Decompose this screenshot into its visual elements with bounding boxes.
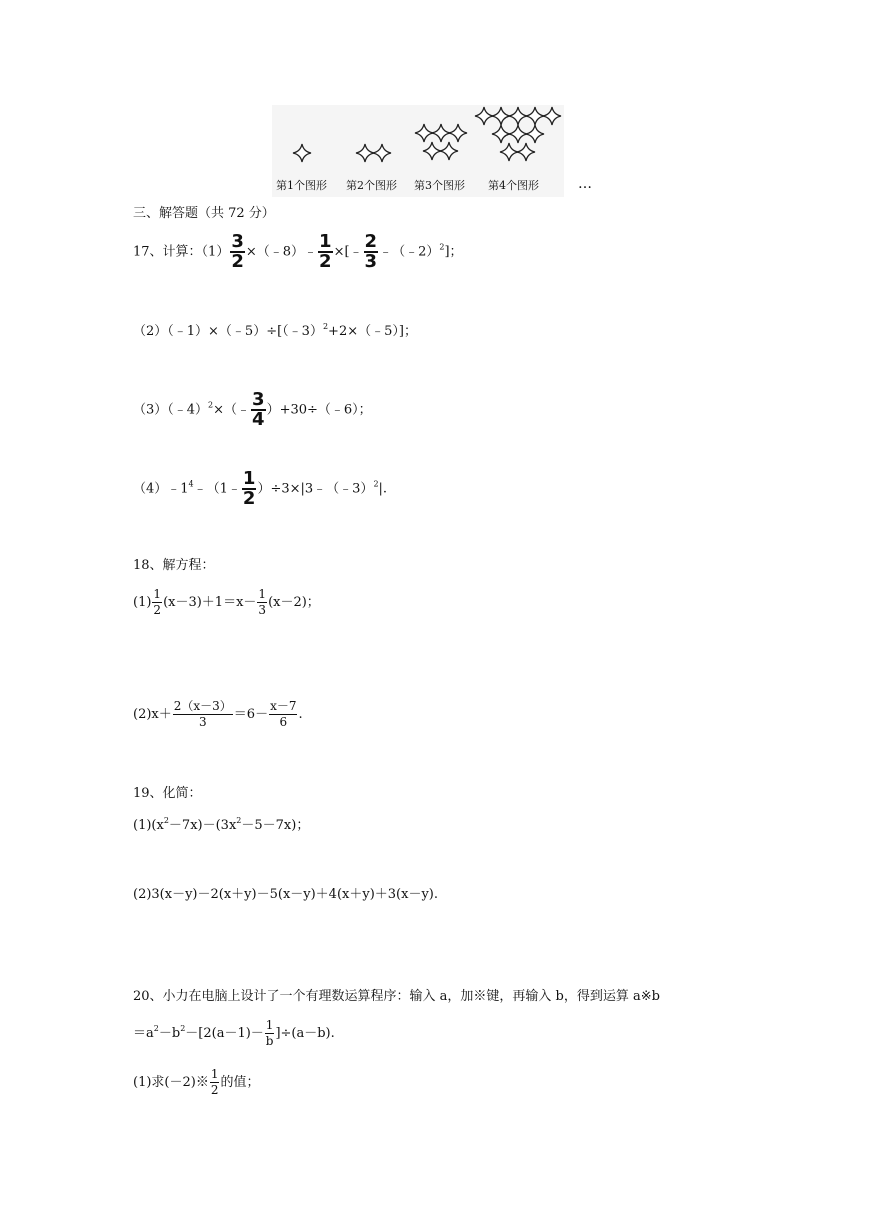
q19-p1-text-b: －7x)－(3x [168, 818, 237, 833]
pattern-4 [475, 107, 561, 161]
denominator: 2 [153, 603, 162, 617]
exponent: 2 [439, 242, 445, 252]
q20-l2-fraction [265, 1018, 275, 1049]
q19-part2: (2)3(x－y)－2(x＋y)－5(x－y)＋4(x＋y)＋3(x－y). [133, 887, 438, 902]
q17-p4-fraction [242, 470, 257, 508]
q18-p2-text-a: ＝6－ [233, 707, 269, 722]
exponent: 2 [322, 322, 329, 331]
q19-label: 19、化简： [133, 786, 202, 801]
q17-p4-text-d: |. [378, 481, 388, 497]
star-icon [440, 142, 458, 160]
star-icon [475, 107, 493, 125]
star-icon [509, 125, 527, 143]
star-icon [492, 107, 510, 125]
q17-p1-fraction-1 [230, 233, 245, 271]
star-icon [432, 124, 450, 142]
star-icon [356, 144, 374, 162]
q18-p2-fraction-1 [173, 699, 233, 730]
figure-caption-3: 第3个图形 [414, 179, 465, 192]
q18-p1-text-a: (x－3)＋1＝x－ [163, 595, 257, 610]
q17-p4-text-a: （4）﹣1 [133, 481, 189, 497]
figure-caption-1: 第1个图形 [276, 179, 327, 192]
q17-p4-text-c: ）÷3×|3﹣（﹣3） [257, 481, 374, 497]
exponent: 2 [163, 816, 169, 825]
q17-p1-end: ]； [444, 244, 463, 260]
exponent: 4 [188, 479, 194, 489]
star-icon [449, 124, 467, 142]
q17-part2 [133, 323, 417, 341]
q20-part1 [133, 1067, 260, 1098]
denominator: 2 [231, 251, 244, 272]
q19-p1-text-a: (1)(x [133, 818, 164, 833]
q18-p2-fraction-2 [269, 699, 297, 730]
q17-p1-text-b: ×[﹣ [333, 244, 363, 260]
q18-part2 [133, 699, 303, 730]
q18-part1 [133, 587, 320, 618]
figure-ellipsis: … [578, 176, 592, 192]
numerator: x－7 [270, 699, 297, 713]
star-icon [500, 143, 518, 161]
q17-p1-fraction-2 [318, 233, 333, 271]
star-icon [526, 107, 544, 125]
exponent: 2 [373, 479, 379, 489]
pattern-2 [356, 144, 391, 162]
q17-p1-text-c: ﹣（﹣2） [379, 244, 440, 260]
numerator: 2（x－3） [173, 699, 232, 713]
star-icon [373, 144, 391, 162]
denominator: 2 [210, 1083, 219, 1097]
q17-p3-fraction [251, 391, 266, 429]
figure-caption-4: 第4个图形 [488, 179, 539, 192]
q20-l2-text-d: ]÷(a－b). [275, 1026, 335, 1041]
numerator: 1 [258, 587, 267, 601]
numerator: 1 [319, 231, 332, 252]
star-icon [509, 107, 527, 125]
denominator: 3 [364, 251, 378, 272]
q18-p1-fraction-1 [152, 587, 162, 618]
star-icon [293, 144, 311, 162]
figure-caption-2: 第2个图形 [346, 179, 397, 192]
denominator: 3 [198, 715, 207, 729]
q17-p3-text-a: （3）（﹣4） [133, 402, 209, 418]
q19-part1 [133, 817, 309, 835]
denominator: 2 [242, 488, 256, 509]
star-icon [492, 125, 510, 143]
exponent: 2 [180, 1024, 186, 1033]
q17-p2-text-b: +2×（﹣5）]； [328, 324, 417, 339]
q17-p2-text-a: （2）（﹣1）×（﹣5）÷[（﹣3） [133, 324, 323, 339]
numerator: 3 [231, 231, 244, 252]
denominator: b [265, 1034, 274, 1048]
q18-p2-text-b: . [298, 707, 303, 722]
q20-l2-text-a: ＝a [133, 1026, 154, 1041]
denominator: 6 [279, 715, 288, 729]
q20-l2-text-c: －[2(a－1)－ [185, 1026, 264, 1041]
pattern-3 [415, 124, 467, 160]
q17-part3 [133, 391, 372, 429]
q18-p1-text-b: (x－2)； [268, 595, 320, 610]
q18-p1-pre: (1) [133, 595, 152, 610]
q17-p1-text-a: ×（﹣8）﹣ [245, 244, 318, 260]
q17-p1-fraction-3 [364, 233, 379, 271]
q17-p4-text-b: ﹣（1﹣ [193, 481, 241, 497]
q18-p1-fraction-2 [257, 587, 267, 618]
numerator: 1 [210, 1067, 219, 1081]
numerator: 2 [364, 231, 378, 252]
star-icon [415, 124, 433, 142]
denominator: 2 [319, 251, 332, 272]
star-icon [526, 125, 544, 143]
section-heading: 三、解答题（共 72 分） [133, 206, 275, 221]
q17-part1 [133, 233, 463, 271]
q19-p1-text-c: －5－7x)； [241, 818, 310, 833]
q17-p3-text-c: ）+30÷（﹣6）； [266, 402, 372, 418]
q20-p1-text-a: (1)求(－2)※ [133, 1075, 209, 1090]
exponent: 2 [236, 816, 242, 825]
q18-p2-pre: (2)x＋ [133, 707, 172, 722]
star-icon [543, 107, 561, 125]
star-pattern-figure [272, 105, 564, 197]
exponent: 2 [153, 1024, 159, 1033]
numerator: 1 [265, 1018, 274, 1032]
q20-line1: 20、小力在电脑上设计了一个有理数运算程序：输入 a，加※键，再输入 b，得到运算 a※b [133, 989, 660, 1004]
q20-p1-fraction [210, 1067, 220, 1098]
denominator: 3 [258, 603, 267, 617]
numerator: 1 [153, 587, 162, 601]
numerator: 3 [252, 389, 265, 410]
q17-p1-pre: （1） [201, 244, 230, 260]
q17-label: 17、计算： [133, 244, 202, 260]
q20-line2 [133, 1018, 335, 1049]
numerator: 1 [242, 468, 256, 489]
q18-label: 18、解方程： [133, 558, 215, 573]
denominator: 4 [252, 409, 265, 430]
q17-p3-text-b: ×（﹣ [213, 402, 251, 418]
q17-part4 [133, 470, 387, 508]
pattern-1 [293, 144, 311, 162]
star-icon [517, 143, 535, 161]
exponent: 2 [208, 400, 214, 410]
star-icon [423, 142, 441, 160]
q20-p1-text-b: 的值； [220, 1075, 260, 1090]
q20-l2-text-b: －b [158, 1026, 181, 1041]
